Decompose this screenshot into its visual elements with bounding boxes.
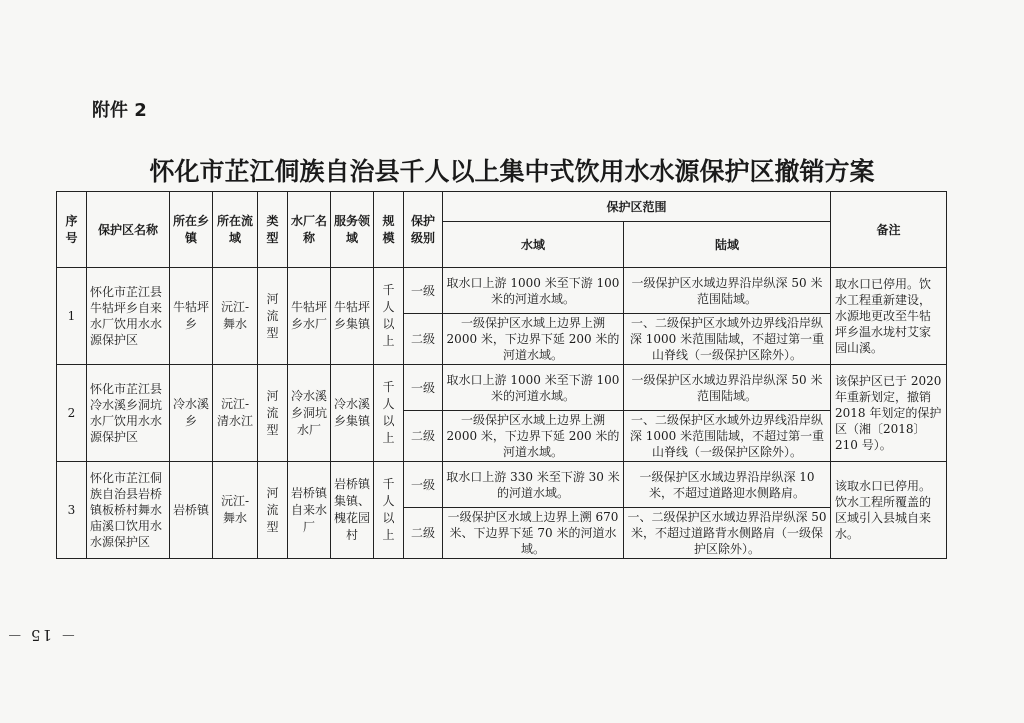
cell-plant: 牛牯坪乡水厂 bbox=[288, 268, 331, 365]
table-row bbox=[57, 268, 947, 314]
header-seq: 序号 bbox=[57, 192, 87, 268]
cell-water: 一级保护区水域上边界上溯 2000 米，下边界下延 200 米的河道水域。 bbox=[443, 314, 624, 365]
cell-level: 一级 bbox=[404, 268, 443, 314]
document-title: 怀化市芷江侗族自治县千人以上集中式饮用水水源保护区撤销方案 bbox=[149, 157, 875, 186]
header-land: 陆域 bbox=[624, 222, 831, 268]
cell-type: 河流型 bbox=[258, 462, 288, 559]
header-type: 类型 bbox=[258, 192, 288, 268]
header-name: 保护区名称 bbox=[87, 192, 170, 268]
cell-level: 一级 bbox=[404, 365, 443, 411]
cell-basin: 沅江-清水江 bbox=[213, 365, 258, 462]
cell-water: 取水口上游 1000 米至下游 100 米的河道水域。 bbox=[443, 365, 624, 411]
table-row bbox=[57, 462, 947, 508]
cell-seq: 1 bbox=[57, 268, 87, 365]
header-basin: 所在流域 bbox=[213, 192, 258, 268]
cell-town: 岩桥镇 bbox=[170, 462, 213, 559]
cell-scale: 千人以上 bbox=[374, 268, 404, 365]
header-note: 备注 bbox=[831, 192, 947, 268]
header-plant: 水厂名称 bbox=[288, 192, 331, 268]
cell-seq: 3 bbox=[57, 462, 87, 559]
header-level: 保护级别 bbox=[404, 192, 443, 268]
cell-service: 岩桥镇集镇、槐花园村 bbox=[331, 462, 374, 559]
page-number: － 15 － bbox=[5, 625, 76, 644]
header-town: 所在乡镇 bbox=[170, 192, 213, 268]
cell-water: 取水口上游 330 米至下游 30 米的河道水域。 bbox=[443, 462, 624, 508]
cell-level: 二级 bbox=[404, 314, 443, 365]
cell-land: 一、二级保护区水域外边界线沿岸纵深 1000 米范围陆域，不超过第一重山脊线（一级保护区除外）。 bbox=[624, 411, 831, 462]
cell-note: 该取水口已停用。饮水工程所覆盖的区域引入县城自来水。 bbox=[831, 462, 947, 559]
attachment-label: 附件 2 bbox=[92, 100, 147, 121]
cell-note: 取水口已停用。饮水工程重新建设，水源地更改至牛牯坪乡温水垅村艾家园山溪。 bbox=[831, 268, 947, 365]
cell-level: 二级 bbox=[404, 411, 443, 462]
cell-service: 冷水溪乡集镇 bbox=[331, 365, 374, 462]
cell-name: 怀化市芷江县冷水溪乡洞坑水厂饮用水水源保护区 bbox=[87, 365, 170, 462]
cell-level: 一级 bbox=[404, 462, 443, 508]
cell-town: 冷水溪乡 bbox=[170, 365, 213, 462]
protection-zone-table bbox=[56, 191, 947, 559]
header-service: 服务领域 bbox=[331, 192, 374, 268]
cell-water: 一级保护区水域上边界上溯 670 米、下边界下延 70 米的河道水域。 bbox=[443, 508, 624, 559]
cell-town: 牛牯坪乡 bbox=[170, 268, 213, 365]
header-water: 水域 bbox=[443, 222, 624, 268]
cell-type: 河流型 bbox=[258, 365, 288, 462]
cell-land: 一、二级保护区水域外边界线沿岸纵深 1000 米范围陆域，不超过第一重山脊线（一级保护区除外）。 bbox=[624, 314, 831, 365]
cell-plant: 冷水溪乡洞坑水厂 bbox=[288, 365, 331, 462]
cell-basin: 沅江-舞水 bbox=[213, 462, 258, 559]
cell-water: 一级保护区水域上边界上溯 2000 米，下边界下延 200 米的河道水域。 bbox=[443, 411, 624, 462]
cell-land: 一级保护区水域边界沿岸纵深 50 米范围陆域。 bbox=[624, 268, 831, 314]
cell-service: 牛牯坪乡集镇 bbox=[331, 268, 374, 365]
cell-land: 一、二级保护区水域边界沿岸纵深 50 米，不超过道路背水侧路肩（一级保护区除外）。 bbox=[624, 508, 831, 559]
cell-name: 怀化市芷江县牛牯坪乡自来水厂饮用水水源保护区 bbox=[87, 268, 170, 365]
cell-scale: 千人以上 bbox=[374, 462, 404, 559]
cell-note: 该保护区已于 2020 年重新划定，撤销 2018 年划定的保护区（湘〔2018〕210 号）。 bbox=[831, 365, 947, 462]
cell-plant: 岩桥镇自来水厂 bbox=[288, 462, 331, 559]
cell-water: 取水口上游 1000 米至下游 100 米的河道水域。 bbox=[443, 268, 624, 314]
cell-basin: 沅江-舞水 bbox=[213, 268, 258, 365]
cell-land: 一级保护区水域边界沿岸纵深 50 米范围陆域。 bbox=[624, 365, 831, 411]
table-row bbox=[57, 365, 947, 411]
header-row bbox=[57, 192, 947, 222]
cell-land: 一级保护区水域边界沿岸纵深 10 米，不超过道路迎水侧路肩。 bbox=[624, 462, 831, 508]
cell-level: 二级 bbox=[404, 508, 443, 559]
cell-name: 怀化市芷江侗族自治县岩桥镇板桥村舞水庙溪口饮用水水源保护区 bbox=[87, 462, 170, 559]
cell-seq: 2 bbox=[57, 365, 87, 462]
header-range: 保护区范围 bbox=[443, 192, 831, 222]
cell-scale: 千人以上 bbox=[374, 365, 404, 462]
header-scale: 规模 bbox=[374, 192, 404, 268]
cell-type: 河流型 bbox=[258, 268, 288, 365]
